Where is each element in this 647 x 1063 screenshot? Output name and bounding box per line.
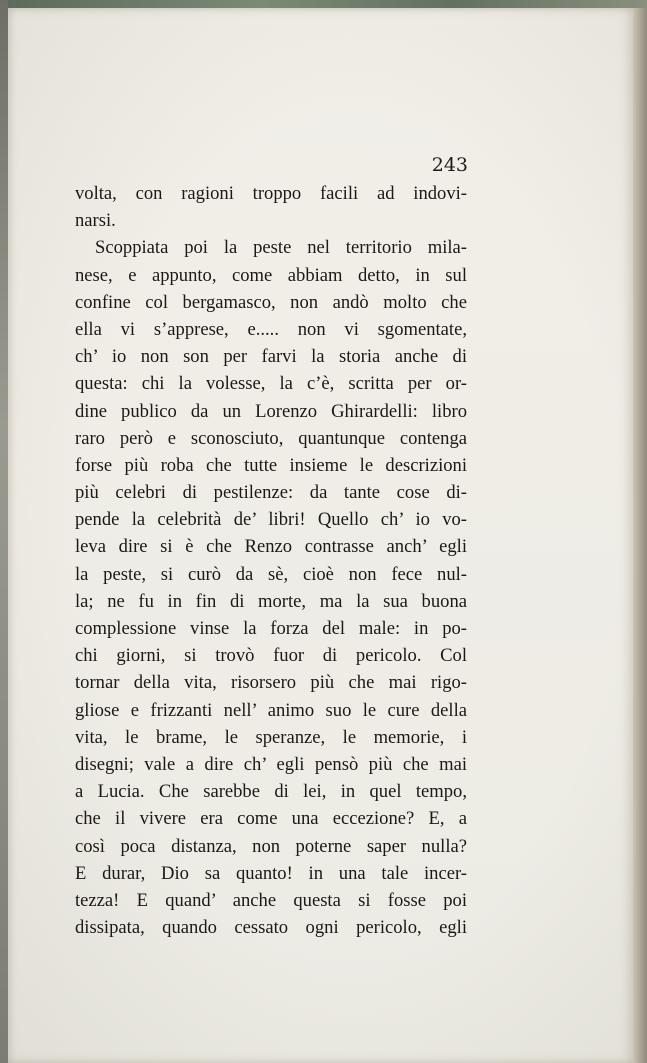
text-line: pende la celebrità de’ libri! Quello ch’ io vo- (75, 509, 467, 531)
text-line: disegni; vale a dire ch’ egli pensò più che mai (75, 753, 467, 775)
text-line: gliose e frizzanti nell’ animo suo le cure della (75, 699, 467, 721)
text-line: raro però e sconosciuto, quantunque contenga (75, 427, 467, 449)
text-line: dissipata, quando cessato ogni pericolo, egli (75, 917, 467, 939)
text-line: nese, e appunto, come abbiam detto, in sul (75, 264, 467, 286)
text-line: vita, le brame, le speranze, le memorie, i (75, 726, 467, 748)
text-line: tezza! E quand’ anche questa si fosse poi (75, 889, 467, 911)
page-edge-right (633, 8, 647, 1063)
text-line: complessione vinse la forza del male: in po- (75, 618, 467, 639)
text-line: questa: chi la volesse, la c’è, scritta per or- (75, 373, 467, 395)
text-line: che il vivere era come una eccezione? E, a (75, 808, 467, 830)
text-line: confine col bergamasco, non andò molto che (75, 291, 467, 313)
page-number: 243 (431, 154, 468, 176)
text-line: forse più roba che tutte insieme le descrizioni (75, 454, 467, 476)
text-line: più celebri di pestilenze: da tante cose di- (75, 482, 467, 504)
text-line: ella vi s’apprese, e..... non vi sgomentate, (75, 318, 467, 340)
text-line: la peste, si curò da sè, cioè non fece nul- (75, 563, 467, 585)
text-line: la; ne fu in fin di morte, ma la sua buona (75, 590, 467, 612)
body-text (75, 180, 467, 941)
binding-left-edge (0, 0, 8, 1063)
paper-sheet (8, 8, 635, 1063)
text-line: Scoppiata poi la peste nel territorio mila- (95, 237, 467, 259)
text-line: così poca distanza, non poterne saper nulla? (75, 835, 467, 857)
text-line: chi giorni, si trovò fuor di pericolo. Col (75, 645, 467, 667)
text-line: narsi. (75, 210, 116, 232)
text-line: ch’ io non son per farvi la storia anche di (75, 346, 467, 368)
text-line: a Lucia. Che sarebbe di lei, in quel tempo, (75, 781, 467, 803)
text-line: E durar, Dio sa quanto! in una tale incer- (75, 862, 467, 884)
text-line: volta, con ragioni troppo facili ad indovi- (75, 183, 467, 204)
text-line: dine publico da un Lorenzo Ghirardelli: libro (75, 400, 467, 422)
text-line: leva dire si è che Renzo contrasse anch’ egli (75, 536, 467, 558)
text-line: tornar della vita, risorsero più che mai rigo- (75, 672, 467, 694)
